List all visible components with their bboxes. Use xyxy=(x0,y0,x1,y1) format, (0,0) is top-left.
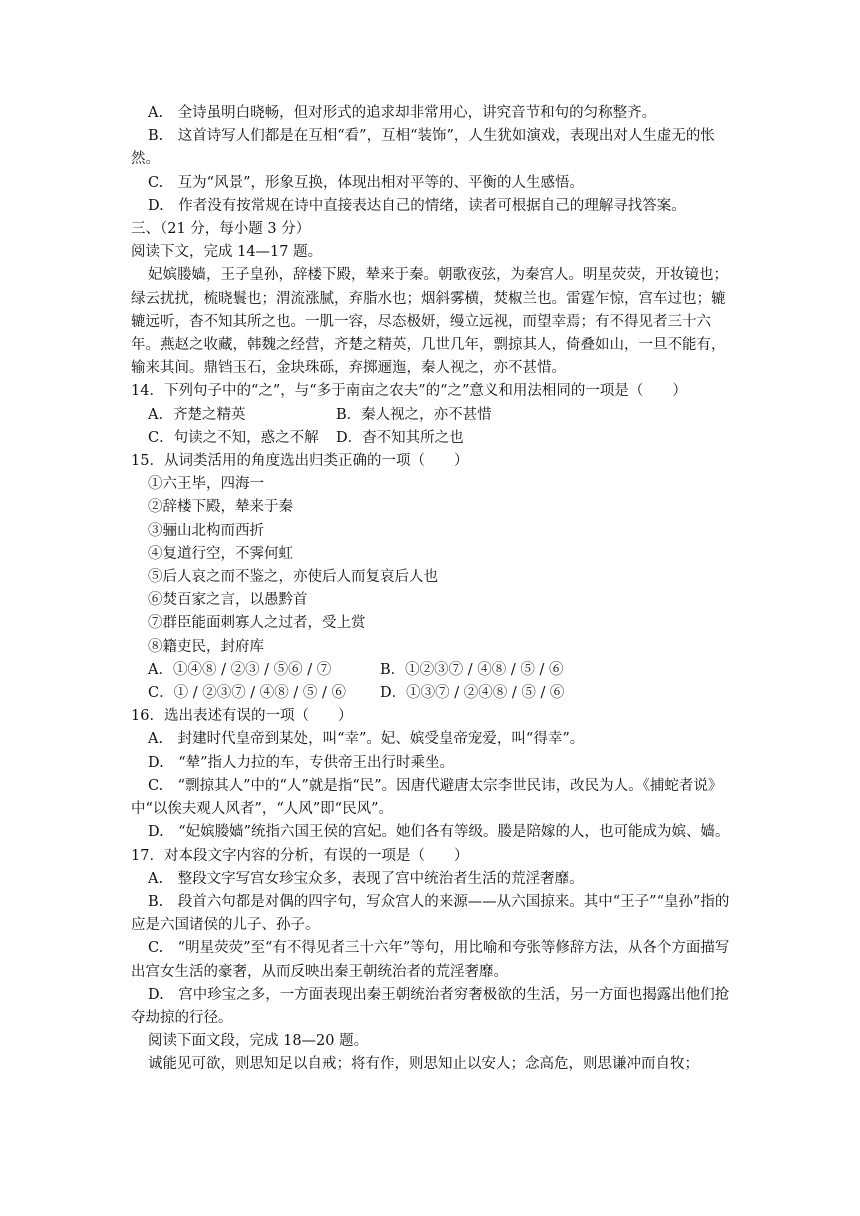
section-3-header: 三、（21 分，每小题 3 分） xyxy=(131,221,311,238)
q15-option-d: D．①③⑦ / ②④⑧ / ⑤ / ⑥ xyxy=(380,685,565,702)
q13-option-b: B. 这首诗写人们都是在互相“看”，互相“装饰”，人生犹如演戏，表现出对人生虚无的怅然。 xyxy=(131,128,715,168)
q15-item: ⑥焚百家之言，以愚黔首 xyxy=(148,592,308,609)
q17-option-b: B. 段首六句都是对偶的四字句，写众宫人的来源——从六国掠来。其中“王子”“皇孙”指的应是六国诸侯的儿子、孙子。 xyxy=(131,893,730,934)
q14-option-a: A．齐楚之精英 xyxy=(148,406,246,423)
q15-stem: 15．从词类活用的角度选出归类正确的一项（ ） xyxy=(131,453,469,470)
q14-options-row-1 xyxy=(131,404,733,427)
q16-option-d-2: D. “妃嫔媵嫱”统指六国王侯的宫妃。她们各有等级。媵是陪嫁的人，也可能成为嫔、嫱。 xyxy=(148,824,730,841)
q16-stem: 16．选出表述有误的一项（ ） xyxy=(131,708,353,725)
q16-option-c: C. “剽掠其人”中的“人”就是指“民”。因唐代避唐太宗李世民讳，改民为人。《捕蛇者说》中“以俟夫观人风者”，“人风”即“民风”。 xyxy=(131,777,723,818)
q14-options-row-2 xyxy=(131,427,733,450)
section-next-instruction: 阅读下面文段，完成 18—20 题。 xyxy=(148,1033,369,1050)
q14-option-b: B．秦人视之，亦不甚惜 xyxy=(336,406,492,423)
page-content xyxy=(131,102,733,1077)
section-3-instruction: 阅读下文，完成 14—17 题。 xyxy=(131,244,323,261)
q17-stem: 17．对本段文字内容的分析，有误的一项是（ ） xyxy=(131,847,469,864)
q14-option-d: D．杳不知其所之也 xyxy=(336,429,464,446)
q15-item: ③骊山北构而西折 xyxy=(148,522,264,539)
q15-item: ①六王毕，四海一 xyxy=(148,476,264,493)
q15-item: ⑦群臣能面刺寡人之过者，受上赏 xyxy=(148,615,366,632)
q15-option-a: A．①④⑧ / ②③ / ⑤⑥ / ⑦ xyxy=(148,661,332,678)
q15-option-c: C．① / ②③⑦ / ④⑧ / ⑤ / ⑥ xyxy=(148,685,347,702)
q16-option-a: A. 封建时代皇帝到某处，叫“幸”。妃、嫔受皇帝宠爱，叫“得幸”。 xyxy=(148,731,585,748)
q17-option-d: D. 宫中珍宝之多，一方面表现出秦王朝统治者穷奢极欲的生活，另一方面也揭露出他们抢夺劫掠的行径。 xyxy=(131,986,730,1026)
q13-option-a: A. 全诗虽明白晓畅，但对形式的追求却非常用心，讲究音节和句的匀称整齐。 xyxy=(148,105,657,121)
q15-items xyxy=(131,473,733,659)
passage-epanggong: 妃嫔媵嫱，王子皇孙，辞楼下殿，辇来于秦。朝歌夜弦，为秦宫人。明星荧荧，开妆镜也；绿云扰扰，梳晓鬟也；渭流涨腻，弃脂水也；烟斜雾横，焚椒兰也。雷霆乍惊，宫车过也；辘辘远听，杳不知其所之也。一肌一容，尽态极妍，缦立远视，而望幸焉；有不得见者三十六年。燕赵之收藏，韩魏之经营，齐楚之精英，几世几年，剽掠其人，倚叠如山，一旦不能有，输来其间。鼎铛玉石，金块珠砾，弃掷逦迤，秦人视之，亦不甚惜。 xyxy=(131,267,728,377)
q16-option-d-1: D. “辇”指人力拉的车，专供帝王出行时乘坐。 xyxy=(148,754,455,771)
q14-option-c: C．句读之不知，惑之不解 xyxy=(148,429,319,446)
q15-option-b: B．①②③⑦ / ④⑧ / ⑤ / ⑥ xyxy=(380,661,564,678)
q15-item: ④复道行空，不霁何虹 xyxy=(148,545,293,562)
passage-jianjun: 诚能见可欲，则思知足以自戒；将有作，则思知止以安人；念高危，则思谦冲而自牧； xyxy=(148,1056,699,1073)
q15-item: ⑤后人哀之而不鉴之，亦使后人而复哀后人也 xyxy=(148,569,438,586)
q14-stem: 14．下列句子中的“之”，与“多于南亩之农夫”的“之”意义和用法相同的一项是（ ） xyxy=(131,383,687,400)
q13-option-d: D. 作者没有按常规在诗中直接表达自己的情绪，读者可根据自己的理解寻找答案。 xyxy=(148,197,686,214)
q15-item: ⑧籍吏民，封府库 xyxy=(148,638,264,655)
q17-option-c: C. “明星荧荧”至“有不得见者三十六年”等句，用比喻和夸张等修辞方法，从各个方面描写出宫女生活的豪奢，从而反映出秦王朝统治者的荒淫奢靡。 xyxy=(131,940,730,980)
q15-options-row-2 xyxy=(131,682,733,705)
q15-options-row-1 xyxy=(131,659,733,682)
q17-option-a: A. 整段文字写宫女珍宝众多，表现了宫中统治者生活的荒淫奢靡。 xyxy=(148,870,584,887)
q15-item: ②辞楼下殿，辇来于秦 xyxy=(148,499,293,516)
q13-option-c: C. 互为“风景”，形象互换，体现出相对平等的、平衡的人生感悟。 xyxy=(148,174,585,191)
